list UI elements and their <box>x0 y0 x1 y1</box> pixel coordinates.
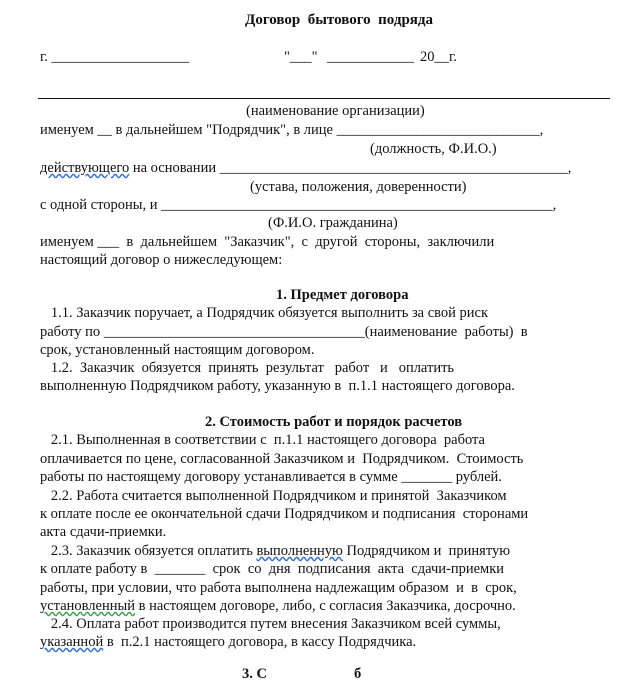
s2-line: к оплате работу в _______ срок со дня подписания акта сдачи-приемки <box>40 561 505 577</box>
customer-line-2: настоящий договор о нижеследующем: <box>40 252 283 268</box>
s1-line: выполненную Подрядчиком работу, указанную в п.1.1 настоящего договора. <box>40 378 515 394</box>
section-2-title: 2. Стоимость работ и порядок расчетов <box>205 414 463 430</box>
s2-line <box>40 633 416 651</box>
s2-line <box>40 597 516 615</box>
basis-line-underlined: действующего <box>40 160 130 176</box>
month-field: ____________ <box>327 49 414 65</box>
year-field: 20__г. <box>420 49 457 65</box>
citizen-caption: (Ф.И.О. гражданина) <box>268 215 398 231</box>
s1-line: 1.1. Заказчик поручает, а Подрядчик обязуется выполнить за свой риск <box>40 305 489 321</box>
day-field: "___" <box>284 49 318 65</box>
s2-4-line2-rest: в п.2.1 настоящего договора, в кассу Подрядчика. <box>103 634 417 650</box>
section-1-title: 1. Предмет договора <box>276 287 409 303</box>
s2-line: 2.2. Работа считается выполненной Подрядчиком и принятой Заказчиком <box>40 488 507 504</box>
s2-line: акта сдачи-приемки. <box>40 524 167 540</box>
s2-line: оплачивается по цене, согласованной Заказчиком и Подрядчиком. Стоимость <box>40 451 524 467</box>
s2-line <box>40 542 510 560</box>
organization-blank-line <box>38 98 610 99</box>
org-caption: (наименование организации) <box>246 103 425 119</box>
basis-caption: (устава, положения, доверенности) <box>250 179 467 195</box>
position-caption: (должность, Ф.И.О.) <box>370 141 497 157</box>
contractor-line: именуем __ в дальнейшем "Подрядчик", в лице ____________________________, <box>40 122 544 138</box>
s1-line: срок, установленный настоящим договором. <box>40 342 315 358</box>
customer-line-1: именуем ___ в дальнейшем "Заказчик", с другой стороны, заключили <box>40 234 495 250</box>
s2-line: работы, при условии, что работа выполнена надлежащим образом и в срок, <box>40 580 517 596</box>
s2-3-underlined: выполненную <box>256 543 343 559</box>
s2-3-start: 2.3. Заказчик обязуется оплатить <box>40 543 257 559</box>
s1-line: 1.2. Заказчик обязуется принять результат работ и оплатить <box>40 360 455 376</box>
one-side-line: с одной стороны, и ______________________________________________________, <box>40 197 557 213</box>
s2-3-rest: Подрядчиком и принятую <box>342 543 511 559</box>
s1-line: работу по ____________________________________(наименование работы) в <box>40 324 528 340</box>
city-field: г. ___________________ <box>40 49 190 65</box>
s2-line: работы по настоящему договору устанавливается в сумме _______ рублей. <box>40 469 502 485</box>
s2-3-line4-rest: в настоящем договоре, либо, с согласия Заказчика, досрочно. <box>135 598 516 614</box>
s2-line: к оплате после ее окончательной сдачи Подрядчиком и подписания сторонами <box>40 506 529 522</box>
s2-3-line4-underlined: установленный <box>40 598 135 614</box>
document-title: Договор бытового подряда <box>245 12 434 28</box>
section-3-title-partial: 3. С б <box>242 666 362 682</box>
s2-line: 2.1. Выполненная в соответствии с п.1.1 настоящего договора работа <box>40 432 485 448</box>
basis-line-rest: на основании ________________________________________________, <box>129 160 572 176</box>
s2-line: 2.4. Оплата работ производится путем внесения Заказчиком всей суммы, <box>40 616 501 632</box>
s2-4-line2-underlined: указанной <box>40 634 104 650</box>
basis-line <box>40 159 571 177</box>
